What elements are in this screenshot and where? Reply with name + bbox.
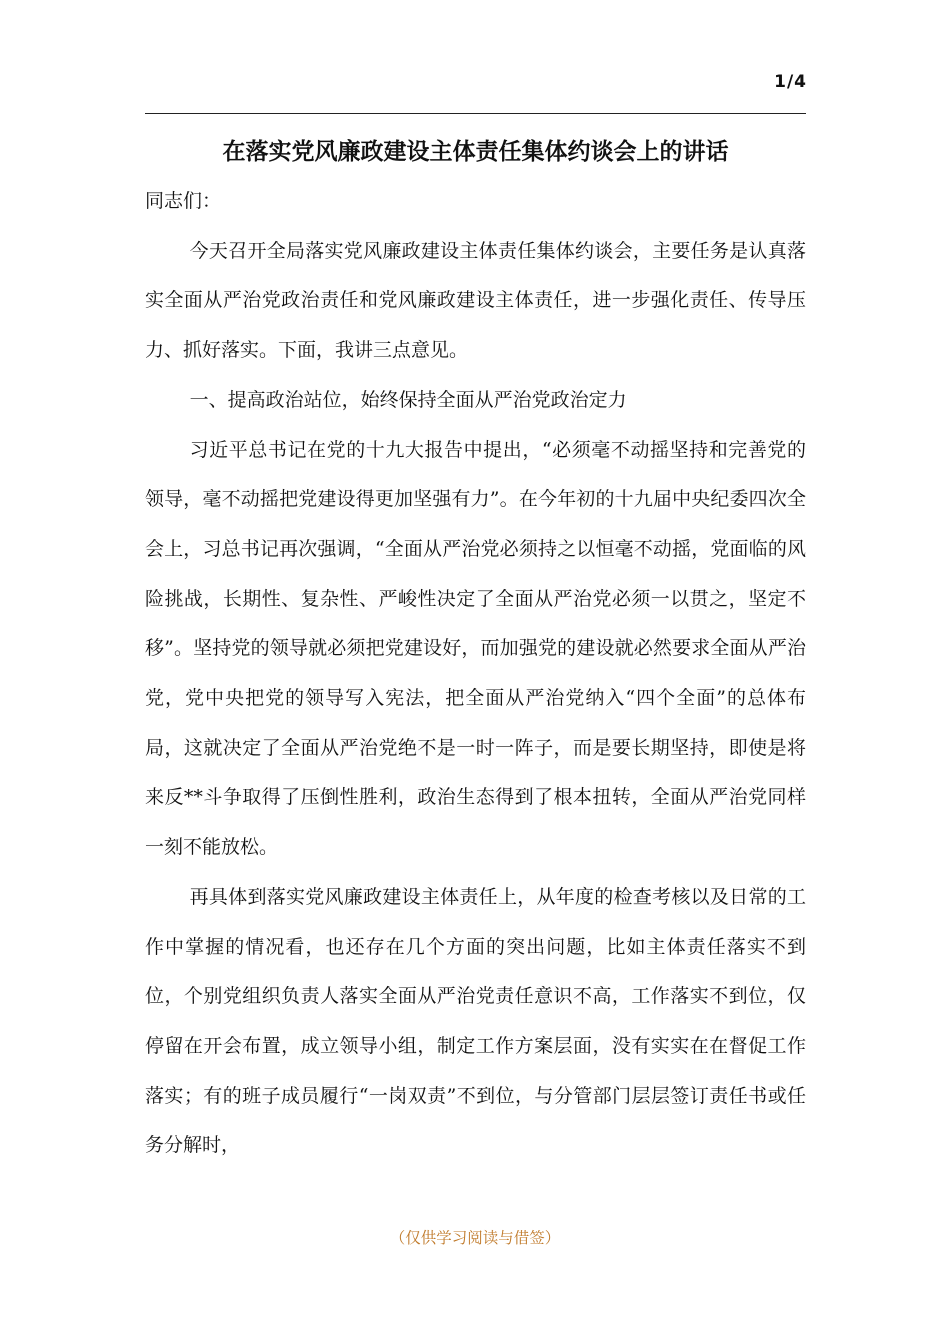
paragraph-body-1: 习近平总书记在党的十九大报告中提出，“必须毫不动摇坚持和完善党的领导，毫不动摇把党建设得更加坚强有力”。在今年初的十九届中央纪委四次全会上，习总书记再次强调，“全面从严治党必须持之以恒毫不动摇，党面临的风险挑战，长期性、复杂性、严峻性决定了全面从严治党必须一以贯之，坚定不移”。坚持党的领导就必须把党建设好，而加强党的建设就必然要求全面从严治党，党中央把党的领导写入宪法，把全面从严治党纳入“四个全面”的总体布局，这就决定了全面从严治党绝不是一时一阵子，而是要长期坚持，即使是将来反**斗争取得了压倒性胜利，政治生态得到了根本扭转，全面从严治党同样一刻不能放松。 <box>145 438 806 859</box>
paragraph-body-2: 再具体到落实党风廉政建设主体责任上，从年度的检查考核以及日常的工作中掌握的情况看，也还存在几个方面的突出问题，比如主体责任落实不到位，个别党组织负责人落实全面从严治党责任意识不高，工作落实不到位，仅停留在开会布置，成立领导小组，制定工作方案层面，没有实实在在督促工作落实；有的班子成员履行“一岗双责”不到位，与分管部门层层签订责任书或任务分解时， <box>145 885 806 1157</box>
document-body <box>145 177 806 1171</box>
section-heading-1: 一、提高政治站位，始终保持全面从严治党政治定力 <box>189 388 627 411</box>
header-divider <box>145 113 806 114</box>
salutation: 同志们： <box>145 190 222 212</box>
page-number: 1/4 <box>774 72 807 92</box>
footer-note: （仅供学习阅读与借签） <box>389 1229 561 1247</box>
document-title: 在落实党风廉政建设主体责任集体约谈会上的讲话 <box>222 139 729 165</box>
paragraph-intro: 今天召开全局落实党风廉政建设主体责任集体约谈会，主要任务是认真落实全面从严治党政治责任和党风廉政建设主体责任，进一步强化责任、传导压力、抓好落实。下面，我讲三点意见。 <box>145 239 806 362</box>
